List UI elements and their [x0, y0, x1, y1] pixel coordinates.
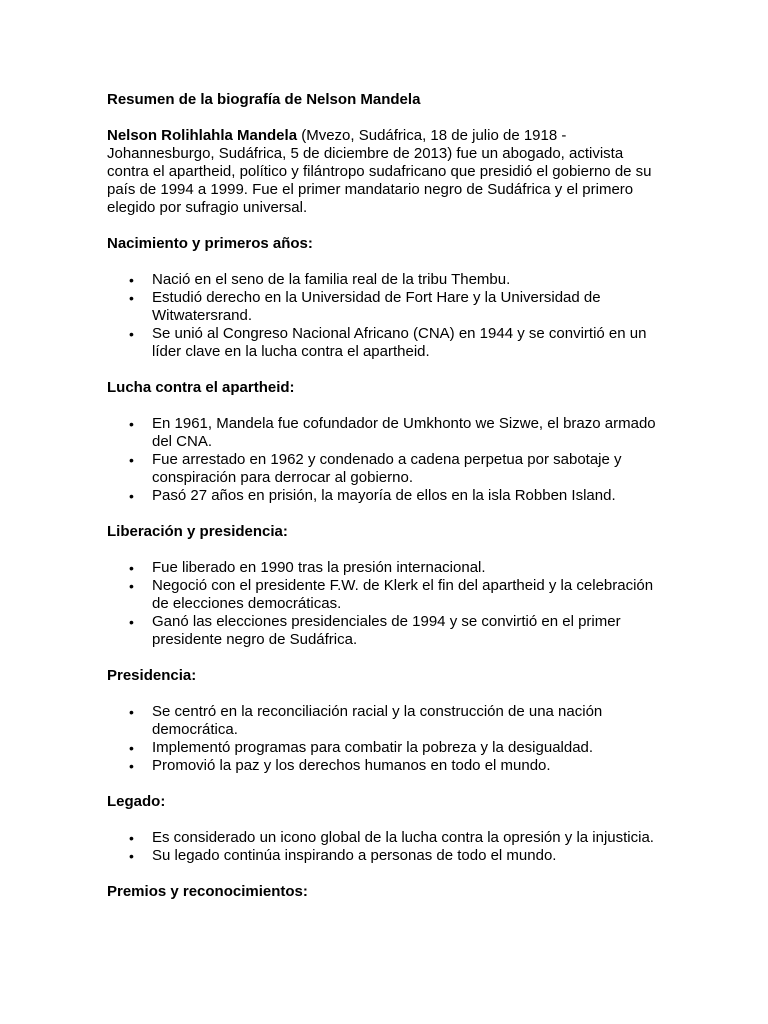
list-item-text: Fue liberado en 1990 tras la presión internacional. [152, 559, 486, 576]
bullet-icon: • [129, 488, 134, 504]
section-heading: Premios y reconocimientos: [107, 883, 308, 900]
bullet-icon: • [129, 326, 134, 342]
section-heading: Legado: [107, 793, 166, 810]
bullet-icon: • [129, 272, 134, 288]
sections-container [107, 235, 667, 901]
list-item [107, 757, 667, 775]
list-item [107, 847, 667, 865]
bullet-icon: • [129, 704, 134, 720]
bullet-icon: • [129, 758, 134, 774]
list-item [107, 289, 667, 325]
bullet-icon: • [129, 740, 134, 756]
list-item-text: Ganó las elecciones presidenciales de 1994 y se convirtió en el primer presidente negro de Sudáfrica. [152, 613, 621, 648]
list-item-text: Se unió al Congreso Nacional Africano (CNA) en 1944 y se convirtió en un líder clave en la lucha contra el apartheid. [152, 325, 647, 360]
bullet-icon: • [129, 290, 134, 306]
list-item-text: Se centró en la reconciliación racial y la construcción de una nación democrática. [152, 703, 603, 738]
list-item [107, 325, 667, 361]
bullet-icon: • [129, 452, 134, 468]
bullet-list [107, 703, 667, 775]
list-item-text: Pasó 27 años en prisión, la mayoría de ellos en la isla Robben Island. [152, 487, 616, 504]
section-heading: Liberación y presidencia: [107, 523, 288, 540]
list-item-text: Estudió derecho en la Universidad de Fort Hare y la Universidad de Witwatersrand. [152, 289, 601, 324]
section-heading: Presidencia: [107, 667, 197, 684]
list-item-text: En 1961, Mandela fue cofundador de Umkhonto we Sizwe, el brazo armado del CNA. [152, 415, 656, 450]
list-item [107, 613, 667, 649]
list-item-text: Negoció con el presidente F.W. de Klerk el fin del apartheid y la celebración de elecciones democráticas. [152, 577, 654, 612]
bullet-list [107, 829, 667, 865]
list-item [107, 829, 667, 847]
bullet-list [107, 271, 667, 361]
bullet-list [107, 559, 667, 649]
list-item [107, 577, 667, 613]
list-item [107, 739, 667, 757]
list-item-text: Fue arrestado en 1962 y condenado a cadena perpetua por sabotaje y conspiración para derrocar al gobierno. [152, 451, 622, 486]
bullet-icon: • [129, 560, 134, 576]
document-title: Resumen de la biografía de Nelson Mandela [107, 91, 421, 108]
list-item-text: Es considerado un icono global de la lucha contra la opresión y la injusticia. [152, 829, 654, 846]
list-item [107, 703, 667, 739]
list-item-text: Nació en el seno de la familia real de la tribu Thembu. [152, 271, 511, 288]
list-item-text: Implementó programas para combatir la pobreza y la desigualdad. [152, 739, 594, 756]
intro-paragraph [107, 127, 667, 217]
bullet-icon: • [129, 614, 134, 630]
list-item [107, 559, 667, 577]
list-item [107, 415, 667, 451]
list-item-text: Promovió la paz y los derechos humanos en todo el mundo. [152, 757, 551, 774]
subject-name: Nelson Rolihlahla Mandela [107, 127, 298, 144]
intro-text: (Mvezo, Sudáfrica, 18 de julio de 1918 - Johannesburgo, Sudáfrica, 5 de diciembre de 2013) fue un abogado, activista contra el apartheid, político y filántropo sudafricano que presidió el gobierno de su país de 1994 a 1999. Fue el primer mandatario negro de Sudáfrica y el primero elegido por sufragio universal. [107, 127, 652, 216]
section-heading: Nacimiento y primeros años: [107, 235, 313, 252]
list-item [107, 271, 667, 289]
bullet-icon: • [129, 830, 134, 846]
list-item-text: Su legado continúa inspirando a personas de todo el mundo. [152, 847, 557, 864]
bullet-icon: • [129, 848, 134, 864]
section-heading: Lucha contra el apartheid: [107, 379, 295, 396]
bullet-list [107, 415, 667, 505]
document-page [107, 91, 667, 901]
list-item [107, 451, 667, 487]
bullet-icon: • [129, 578, 134, 594]
bullet-icon: • [129, 416, 134, 432]
list-item [107, 487, 667, 505]
